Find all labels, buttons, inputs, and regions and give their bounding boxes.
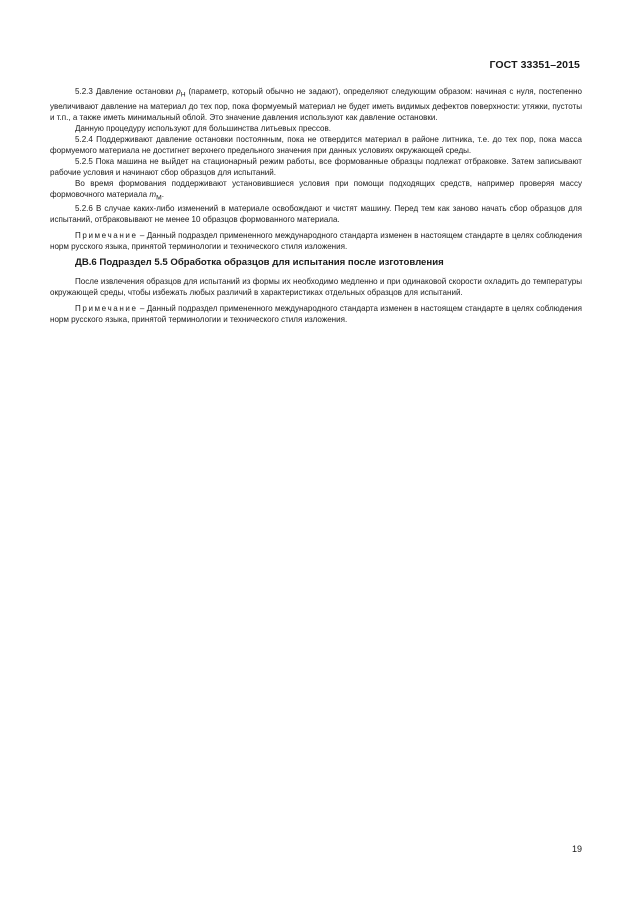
note-2 xyxy=(50,303,582,325)
note-1-label: Примечание xyxy=(75,231,138,241)
paragraph-5-2-3-text: (параметр, который обычно не задают), определяют следующим образом: начиная с нуля, постепенно увеличивают давление на материал до тех пор, пока формуемый материал не будет иметь видимых дефектов поверхности: утяжки, пустоты и т.п., а также иметь минимальный облой. Это значение давления используют как давление остановки. xyxy=(50,87,582,122)
section-heading-db6: ДВ.6 Подраздел 5.5 Обработка образцов для испытания после изготовления xyxy=(75,257,444,269)
note-2-label: Примечание xyxy=(75,304,138,314)
pressure-symbol-subscript: Н xyxy=(180,91,186,99)
paragraph-db6: После извлечения образцов для испытаний из формы их необходимо медленно и при одинаковой скорости охладить до температуры окружающей среды, чтобы избежать любых различий в характеристиках отдельных образцов для испытаний. xyxy=(50,277,582,298)
pressure-symbol: p xyxy=(176,87,181,96)
note-1-text: – Данный подраздел примененного международного стандарта изменен в настоящем стандарте в целях соблюдения норм русского языка, принятой терминологии и технического стиля изложения. xyxy=(50,231,582,252)
mass-symbol-subscript: М xyxy=(156,194,162,202)
paragraph-5-2-5: 5.2.5 Пока машина не выйдет на стационарный режим работы, все формованные образцы подлежат отбраковке. Затем записывают рабочие условия и начинают сбор образцов для испытаний. xyxy=(50,156,582,177)
paragraph-5-2-3 xyxy=(50,86,582,123)
molding-paragraph-end: . xyxy=(161,189,164,199)
molding-paragraph-text: Во время формования поддерживают установившиеся условия при помощи подходящих средств, например проверяя массу формовочного материала xyxy=(50,178,582,199)
procedure-paragraph: Данную процедуру используют для большинства литьевых прессов. xyxy=(75,123,332,133)
page-number: 19 xyxy=(571,844,582,854)
paragraph-5-2-6: 5.2.6 В случае каких-либо изменений в материале освобождают и чистят машину. Перед тем как заново начать сбор образцов для испытаний, отбраковывают не менее 10 образцов формованного материала. xyxy=(50,204,582,225)
molding-paragraph xyxy=(50,178,582,204)
paragraph-5-2-3-intro: 5.2.3 Давление остановки xyxy=(75,87,177,96)
note-2-text: – Данный подраздел примененного международного стандарта изменен в настоящем стандарте в целях соблюдения норм русского языка, принятой терминологии и технического стиля изложения. xyxy=(50,304,582,325)
standard-header: ГОСТ 33351–2015 xyxy=(489,59,580,71)
paragraph-5-2-4: 5.2.4 Поддерживают давление остановки постоянным, пока не отвердится материал в районе литника, т.е. до тех пор, пока масса формуемого материала не достигнет верхнего предельного значения при данных условиях окружающей среды. xyxy=(50,134,582,155)
note-1 xyxy=(50,230,582,252)
mass-symbol: m xyxy=(149,189,157,199)
document-body xyxy=(50,86,582,330)
